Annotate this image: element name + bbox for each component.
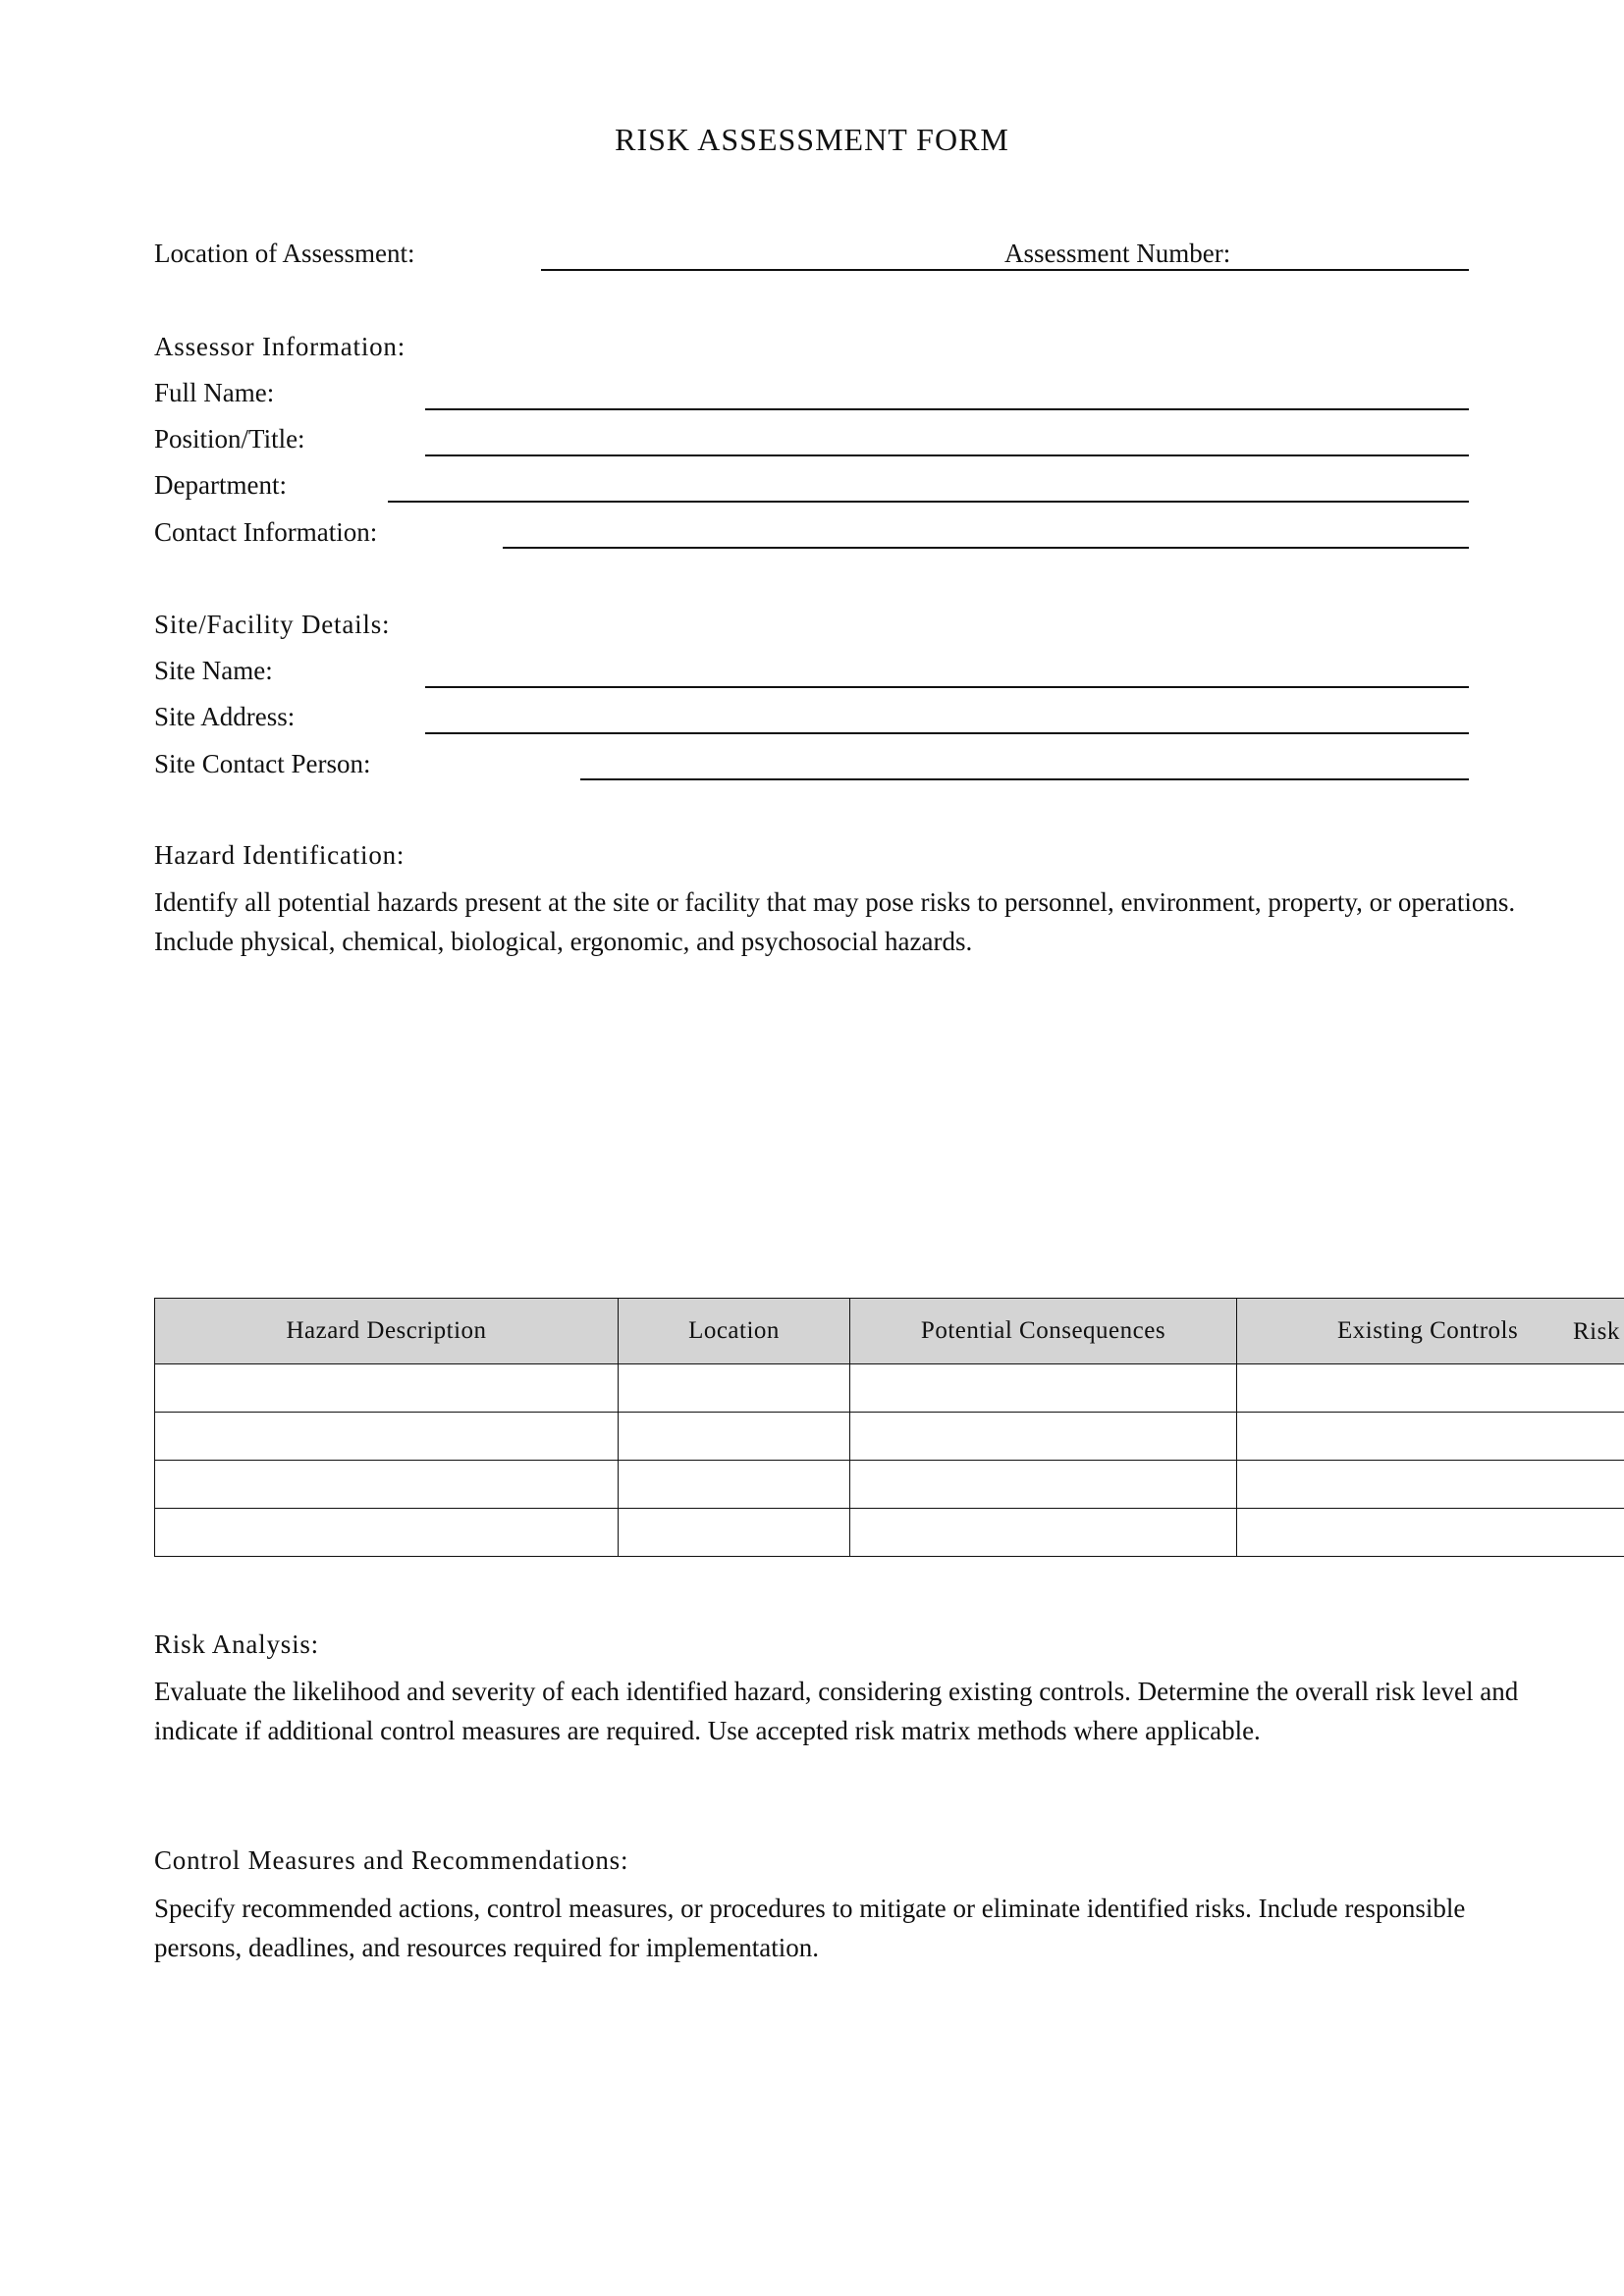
table-cell[interactable] [619, 1461, 850, 1509]
full-name-label: Full Name: [154, 378, 275, 407]
table-cell[interactable] [1237, 1364, 1624, 1413]
table-cell[interactable] [1237, 1461, 1624, 1509]
contact-field[interactable] [503, 547, 1469, 549]
col-location: Location [619, 1299, 850, 1364]
col-existing-controls: Existing Controls [1237, 1299, 1624, 1364]
table-cell[interactable] [1237, 1413, 1624, 1461]
table-cell[interactable] [155, 1461, 619, 1509]
table-cell[interactable] [850, 1364, 1237, 1413]
department-label: Department: [154, 470, 287, 500]
table-cell[interactable] [155, 1364, 619, 1413]
site-address-label: Site Address: [154, 702, 296, 731]
site-contact-field[interactable] [580, 778, 1469, 780]
site-heading: Site/Facility Details: [154, 610, 391, 639]
table-cell[interactable] [155, 1509, 619, 1557]
table-cell[interactable] [850, 1413, 1237, 1461]
contact-label: Contact Information: [154, 517, 378, 547]
hazard-identification-text: Identify all potential hazards present at the site or facility that may pose risks to personnel, environment, property, or operations. Include physical, chemical, biological, ergonomic, and psychosocial hazards. [154, 887, 1516, 956]
table-cell[interactable] [619, 1413, 850, 1461]
table-cell[interactable] [850, 1461, 1237, 1509]
site-name-field[interactable] [425, 686, 1469, 688]
hazard-identification-heading: Hazard Identification: [154, 840, 406, 870]
table-cell[interactable] [619, 1364, 850, 1413]
table-row [155, 1364, 1624, 1413]
table-row [155, 1461, 1624, 1509]
risk-analysis-text: Evaluate the likelihood and severity of each identified hazard, considering existing controls. Determine the overall risk level and indicate if additional control measures are required. Use accepted risk matrix methods where applicable. [154, 1677, 1519, 1745]
table-row [155, 1509, 1624, 1557]
risk-analysis-heading: Risk Analysis: [154, 1629, 319, 1659]
table-cell[interactable] [850, 1509, 1237, 1557]
form-title: RISK ASSESSMENT FORM [615, 122, 1009, 157]
table-cell[interactable] [619, 1509, 850, 1557]
hazard-table [154, 1298, 1624, 1557]
site-address-field[interactable] [425, 732, 1469, 734]
hazard-table-header [155, 1299, 1624, 1364]
col-potential-consequences: Potential Consequences [850, 1299, 1237, 1364]
location-field[interactable] [541, 269, 1469, 271]
location-label: Location of Assessment: [154, 239, 415, 268]
col-risk: Risk [1573, 1318, 1620, 1345]
control-measures-text: Specify recommended actions, control measures, or procedures to mitigate or eliminate identified risks. Include responsible persons, deadlines, and resources required for implementation. [154, 1894, 1466, 1962]
position-field[interactable] [425, 454, 1469, 456]
assessment-number-label: Assessment Number: [1004, 239, 1231, 268]
site-name-label: Site Name: [154, 656, 273, 685]
position-label: Position/Title: [154, 424, 305, 454]
full-name-field[interactable] [425, 408, 1469, 410]
col-hazard-description: Hazard Description [155, 1299, 619, 1364]
site-contact-label: Site Contact Person: [154, 749, 371, 778]
table-cell[interactable] [155, 1413, 619, 1461]
table-cell[interactable] [1237, 1509, 1624, 1557]
assessor-heading: Assessor Information: [154, 332, 406, 361]
control-measures-heading: Control Measures and Recommendations: [154, 1845, 629, 1875]
table-row [155, 1413, 1624, 1461]
department-field[interactable] [388, 501, 1469, 503]
